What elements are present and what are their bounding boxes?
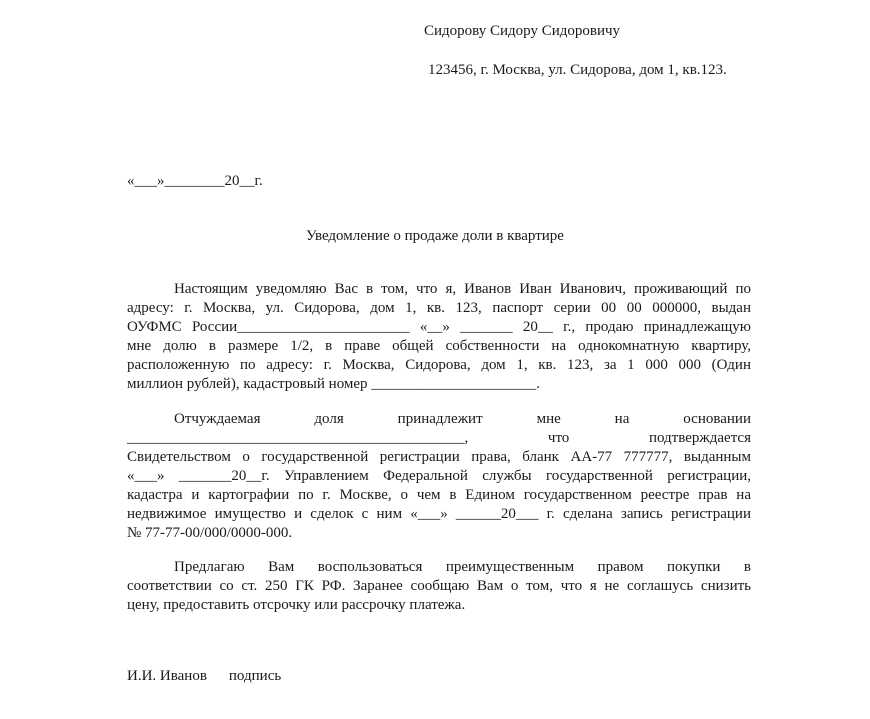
paragraph-line: недвижимое имущество и сделок с ним «___» ______20___ г. сделана запись регистрации [127, 506, 751, 522]
signature-label: подпись [228, 668, 282, 684]
paragraph-line: Настоящим уведомляю Вас в том, что я, Иванов Иван Иванович, проживающий по [174, 281, 751, 297]
paragraph-line: Свидетельством о государственной регистрации права, бланк АА-77 777777, выданным [127, 449, 751, 465]
signature-block [127, 667, 281, 686]
paragraph-line: кадастра и картографии по г. Москве, о чем в Едином государственном реестре прав на [127, 487, 751, 503]
paragraph-line: Предлагаю Вам воспользоваться преимущественным правом покупки в [174, 559, 751, 575]
recipient-name: Сидорову Сидору Сидоровичу [424, 23, 621, 39]
paragraph-line: миллион рублей), кадастровый номер ______________________. [127, 376, 541, 392]
paragraph-line: цену, предоставить отсрочку или рассрочку платежа. [127, 597, 466, 613]
paragraph-line: Отчуждаемая доля принадлежит мне на основании [174, 411, 751, 427]
paragraph-line: ОУФМС России_______________________ «__» _______ 20__ г., продаю принадлежащую [127, 319, 751, 335]
paragraph-line: № 77-77-00/000/0000-000. [127, 525, 293, 541]
paragraph-line: расположенную по адресу: г. Москва, Сидорова, дом 1, кв. 123, за 1 000 000 (Один [127, 357, 751, 373]
paragraph-preemptive-right [127, 558, 751, 615]
recipient-address: 123456, г. Москва, ул. Сидорова, дом 1, кв.123. [428, 62, 727, 78]
paragraph-line: _____________________________________________, что подтверждается [127, 430, 751, 446]
signer-name: И.И. Иванов [127, 668, 207, 684]
date-line: «___»________20__г. [127, 173, 263, 189]
document-title: Уведомление о продаже доли в квартире [306, 228, 564, 244]
paragraph-ownership-basis [127, 410, 751, 543]
paragraph-line: «___» _______20__г. Управлением Федеральной службы государственной регистрации, [127, 468, 751, 484]
paragraph-line: адресу: г. Москва, ул. Сидорова, дом 1, кв. 123, паспорт серии 00 00 000000, выдан [127, 300, 751, 316]
paragraph-line: соответствии со ст. 250 ГК РФ. Заранее сообщаю Вам о том, что я не соглашусь снизить [127, 578, 751, 594]
paragraph-sale-notice [127, 280, 751, 394]
paragraph-line: мне долю в размере 1/2, в праве общей собственности на однокомнатную квартиру, [127, 338, 751, 354]
